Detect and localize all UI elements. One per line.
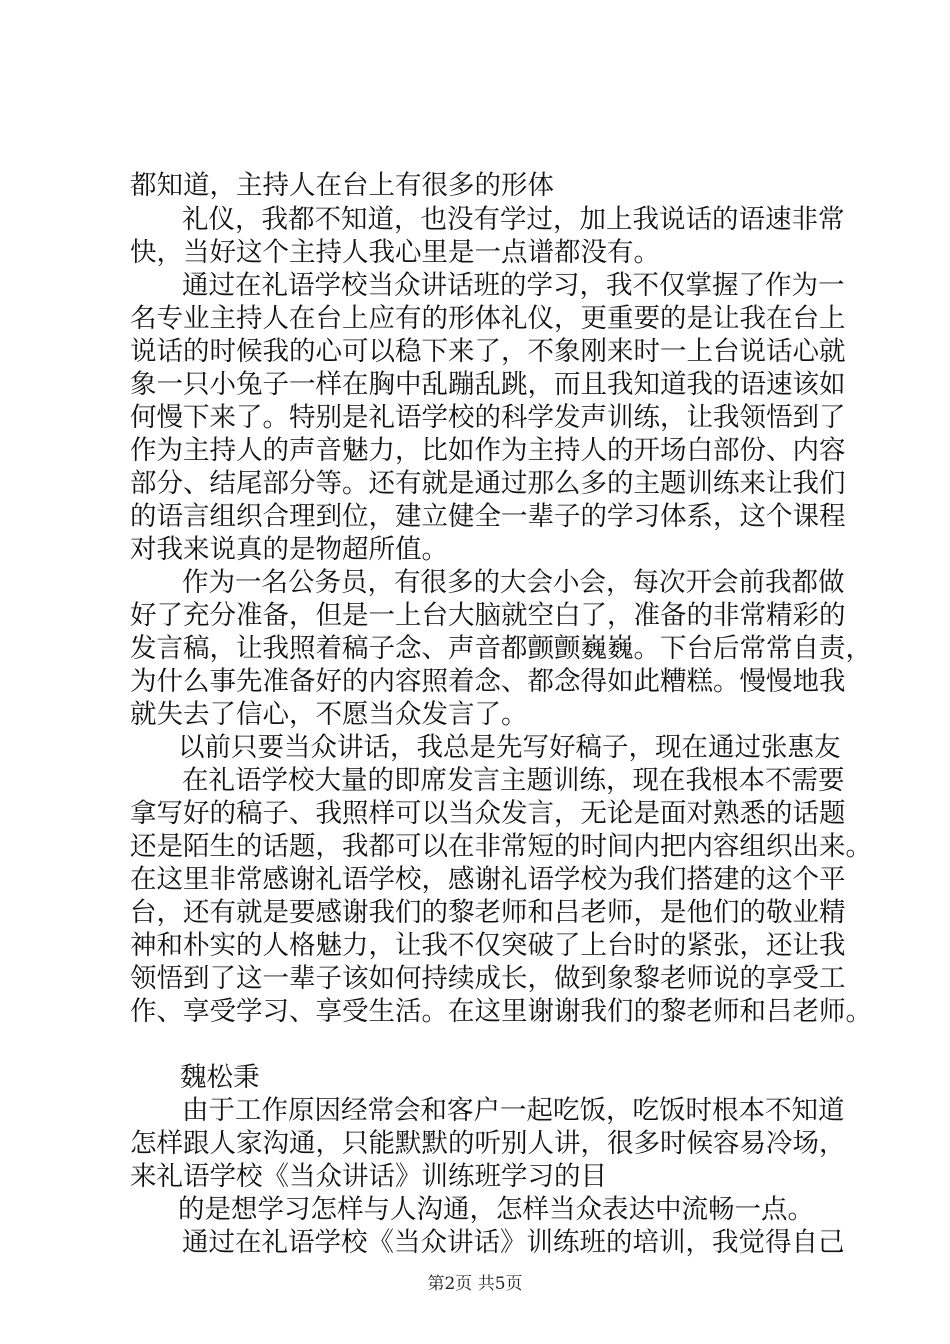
text-line: 部分、结尾部分等。还有就是通过那么多的主题训练来让我们 <box>130 468 846 499</box>
text-line: 为什么事先准备好的内容照着念、都念得如此糟糕。慢慢地我 <box>130 666 846 697</box>
text-line: 名专业主持人在台上应有的形体礼仪，更重要的是让我在台上 <box>130 303 846 334</box>
text-line: 怎样跟人家沟通，只能默默的听别人讲，很多时候容易冷场， <box>130 1128 846 1159</box>
text-line: 就失去了信心，不愿当众发言了。 <box>130 699 528 730</box>
text-line: 通过在礼语学校当众讲话班的学习，我不仅掌握了作为一 <box>182 270 845 301</box>
text-line: 由于工作原因经常会和客户一起吃饭，吃饭时根本不知道 <box>182 1095 845 1126</box>
text-line: 对我来说真的是物超所值。 <box>130 534 448 565</box>
text-line: 都知道，主持人在台上有很多的形体 <box>130 170 554 201</box>
text-line: 来礼语学校《当众讲话》训练班学习的目 <box>130 1161 607 1192</box>
text-line: 说话的时候我的心可以稳下来了，不象刚来时一上台说话心就 <box>130 336 846 367</box>
text-line: 作为一名公务员，有很多的大会小会，每次开会前我都做 <box>182 567 845 598</box>
text-line: 在这里非常感谢礼语学校，感谢礼语学校为我们搭建的这个平 <box>130 864 846 895</box>
text-line: 通过在礼语学校《当众讲话》训练班的培训，我觉得自己 <box>182 1227 845 1258</box>
text-line: 礼仪，我都不知道，也没有学过，加上我说话的语速非常 <box>182 204 845 235</box>
text-line: 好了充分准备，但是一上台大脑就空白了，准备的非常精彩的 <box>130 600 846 631</box>
text-line: 的语言组织合理到位，建立健全一辈子的学习体系，这个课程 <box>130 501 846 532</box>
text-line: 领悟到了这一辈子该如何持续成长，做到象黎老师说的享受工 <box>130 963 846 994</box>
text-line: 的是想学习怎样与人沟通，怎样当众表达中流畅一点。 <box>178 1194 814 1225</box>
text-line: 快，当好这个主持人我心里是一点谱都没有。 <box>130 237 660 268</box>
text-line: 神和朴实的人格魅力，让我不仅突破了上台时的紧张，还让我 <box>130 930 846 961</box>
text-line: 台，还有就是要感谢我们的黎老师和吕老师，是他们的敬业精 <box>130 897 846 928</box>
text-line: 还是陌生的话题，我都可以在非常短的时间内把内容组织出来。 <box>130 831 872 862</box>
author-name: 魏松秉 <box>180 1062 260 1093</box>
text-line: 在礼语学校大量的即席发言主题训练，现在我根本不需要 <box>182 765 845 796</box>
text-line: 作、享受学习、享受生活。在这里谢谢我们的黎老师和吕老师。 <box>130 996 872 1027</box>
text-line: 拿写好的稿子、我照样可以当众发言，无论是面对熟悉的话题 <box>130 798 846 829</box>
page-footer: 第2页 共5页 <box>427 1274 523 1294</box>
text-line: 何慢下来了。特别是礼语学校的科学发声训练，让我领悟到了 <box>130 402 846 433</box>
text-line: 作为主持人的声音魅力，比如作为主持人的开场白部份、内容 <box>130 435 846 466</box>
text-line: 发言稿，让我照着稿子念、声音都颤颤巍巍。下台后常常自责， <box>130 633 872 664</box>
text-line: 象一只小兔子一样在胸中乱蹦乱跳，而且我知道我的语速该如 <box>130 369 846 400</box>
text-line: 以前只要当众讲话，我总是先写好稿子，现在通过张惠友 <box>178 732 841 763</box>
